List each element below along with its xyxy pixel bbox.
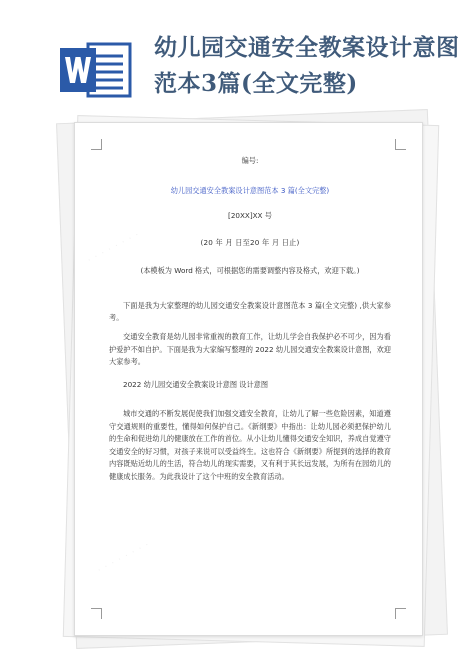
document-date-line: (20 年 月 日至20 年 月 日止) [200,238,300,247]
document-code: [20XX]XX 号 [228,211,272,220]
header [0,0,474,112]
crop-mark [395,608,406,619]
watermark: · · · · · · · · [86,229,142,267]
document-number-label: 编号: [241,156,259,165]
paragraph-design-intent: 城市交通的不断发展促使我们加强交通安全教育，让幼儿了解一些危险因素，知道遵守交通规则的重要性，懂得如何保护自己。《新纲要》中指出：让幼儿园必须把保护幼儿的生命和促进幼儿的健康放在工作的首位。从小让幼儿懂得交通安全知识，养成自觉遵守交通安全的好习惯，对孩子来说可以受益终生。这也符合《新纲要》所提到的选择的教育内容既贴近幼儿的生活，符合幼儿的现实需要，又有利于其长远发展，为所有在园幼儿的健康成长服务。为此我设计了这个中班的安全教育活动。 [109,409,391,481]
document-title: 幼儿园交通安全教案设计意图范本 3 篇(全文完整) [170,186,330,195]
paragraph-intro: 下面是我为大家整理的幼儿园交通安全教案设计意图范本 3 篇(全文完整) ,供大家参考。 [109,301,391,322]
watermark: · · · · · · · · [196,409,252,447]
title-line-1: 幼儿园交通安全教案设计意图 [154,34,460,61]
document-page [74,122,423,636]
word-icon [58,40,134,100]
crop-mark [91,608,102,619]
document-note: (本模板为 Word 格式，可根据您的需要调整内容及格式，欢迎下载。) [140,266,360,275]
paragraph-overview: 交通安全教育是幼儿园非常重视的教育工作，让幼儿学会自我保护必不可少，因为看护爱护不如自护。下面是我为大家编写整理的 2022 幼儿园交通安全教案设计意图，欢迎大家参考。 [109,332,391,366]
crop-mark [91,139,102,150]
title-line-2: 范本3篇(全文完整) [154,70,358,97]
page-title [154,30,464,102]
watermark: · · · · · · · · [96,539,152,577]
section-heading: 2022 幼儿园交通安全教案设计意图 设计意图 [123,380,269,389]
crop-mark [395,139,406,150]
